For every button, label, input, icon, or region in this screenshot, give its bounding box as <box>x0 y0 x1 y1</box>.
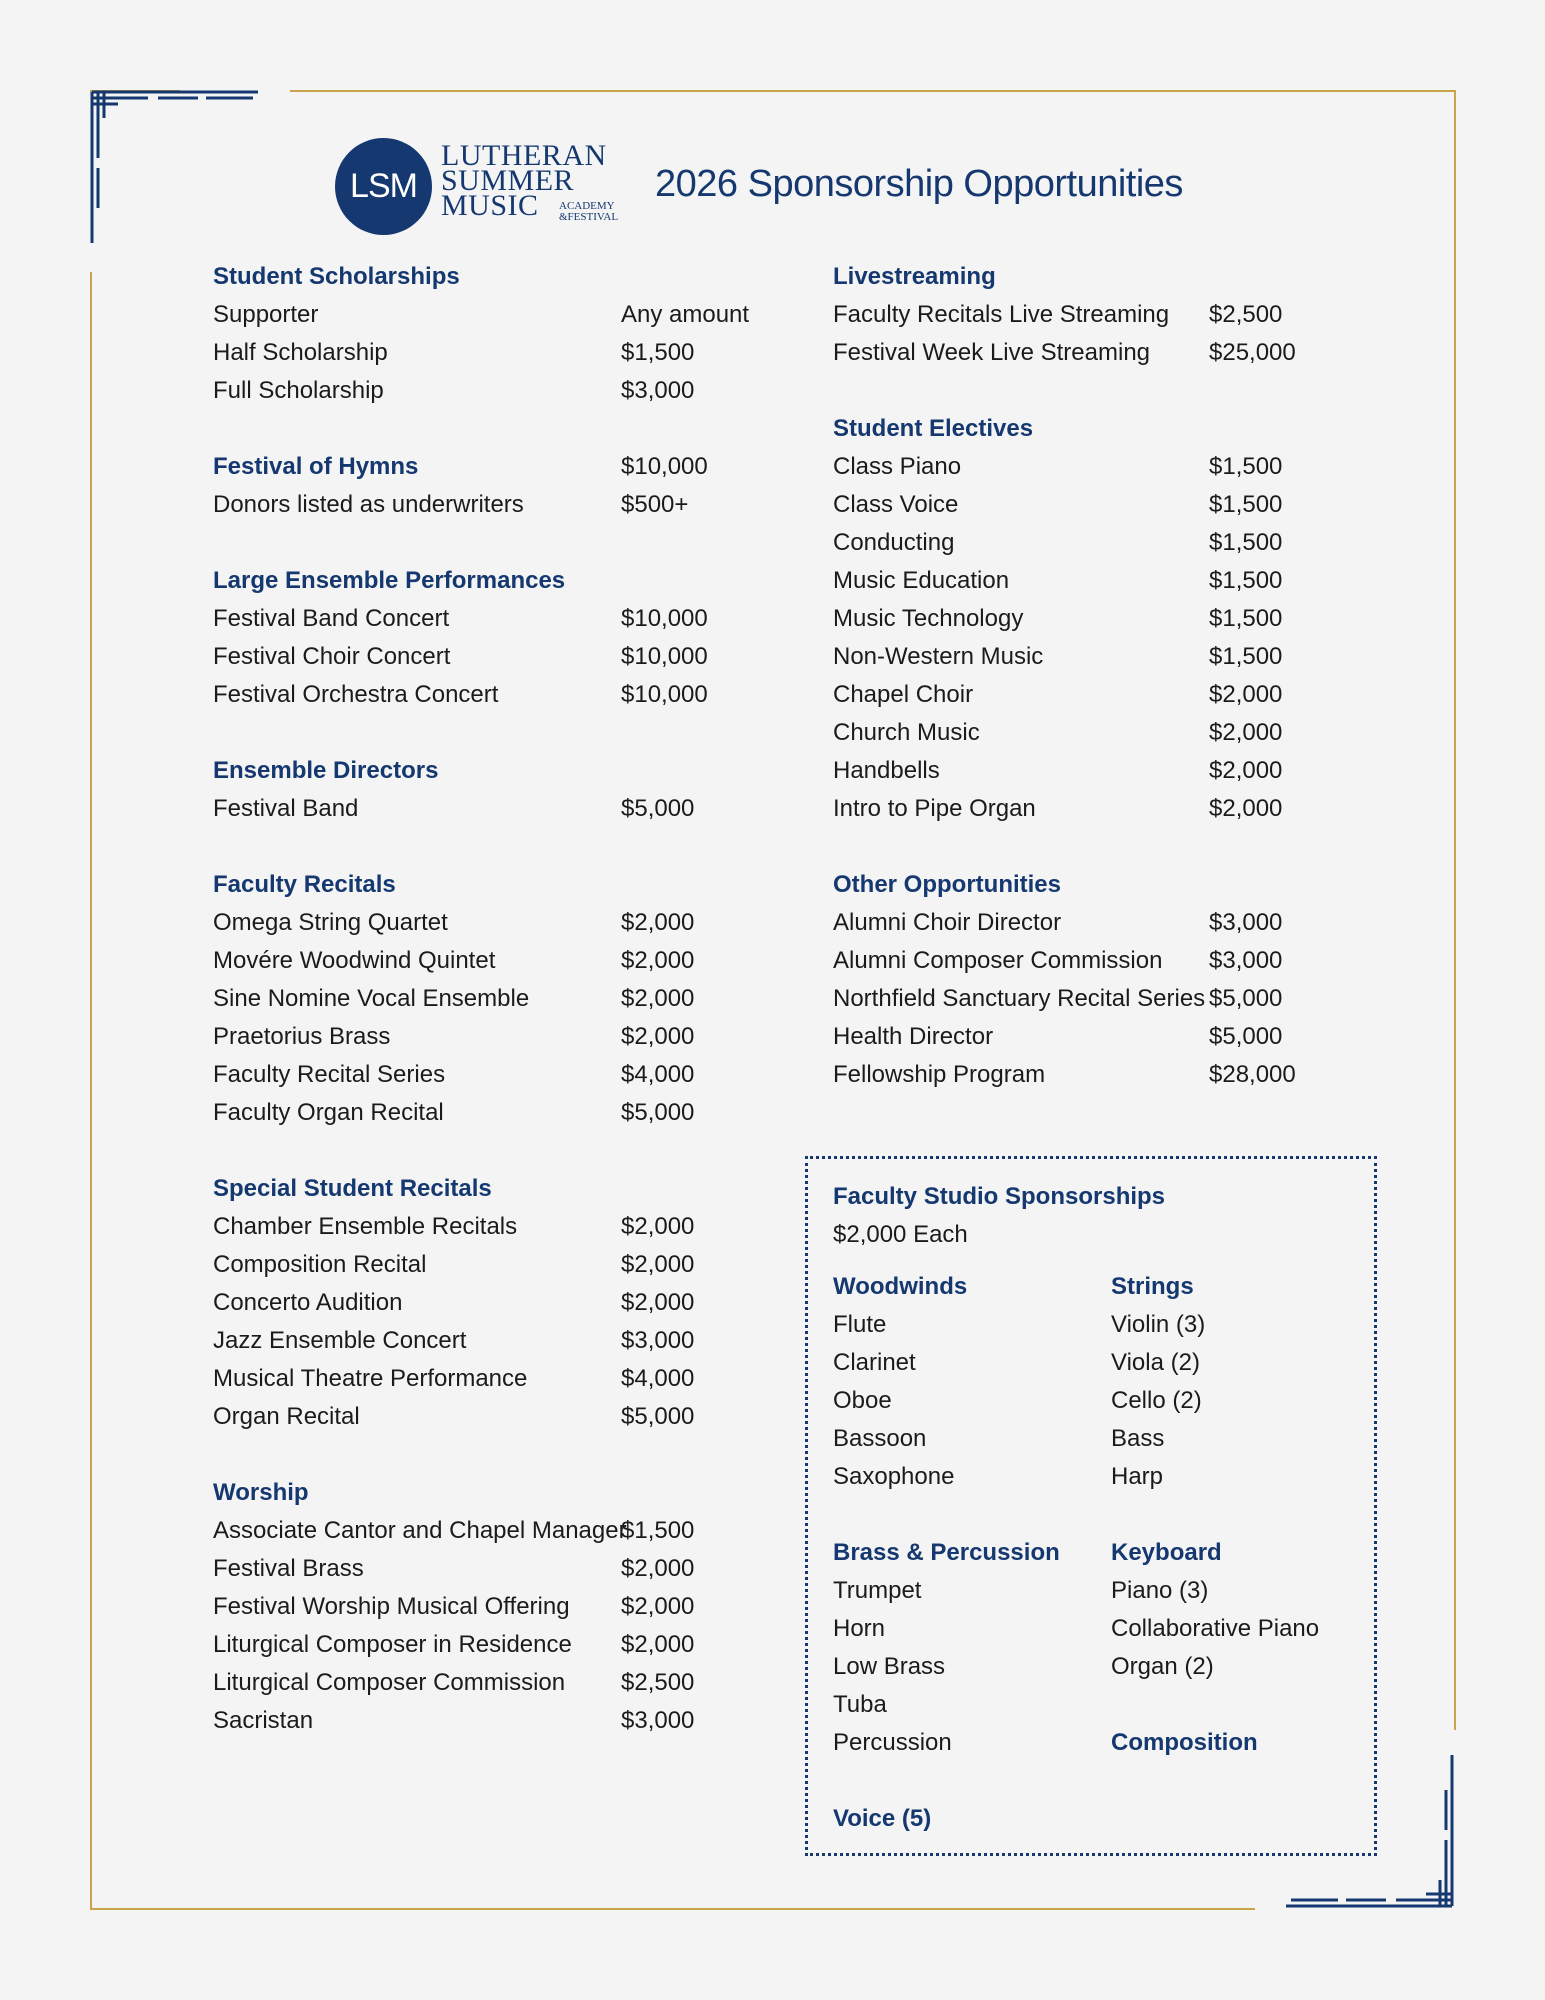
frame-left-rule <box>90 272 92 1908</box>
sponsorship-item: Supporter Any amount <box>213 301 750 328</box>
section-heading: Livestreaming <box>833 263 996 290</box>
woodwinds-list: Woodwinds Flute Clarinet Oboe Bassoon Saxophone <box>833 1273 968 1490</box>
sponsorship-item: Faculty Recital Series $4,000 <box>213 1061 695 1088</box>
sponsorship-item: Music Education $1,500 <box>833 567 1283 594</box>
sponsorship-item: Movére Woodwind Quintet $2,000 <box>213 947 695 974</box>
sponsorship-item: Sine Nomine Vocal Ensemble $2,000 <box>213 985 695 1012</box>
frame-top-rule <box>90 90 1455 92</box>
sponsorship-item: Intro to Pipe Organ $2,000 <box>833 795 1283 822</box>
section-heading: Large Ensemble Performances <box>213 567 566 594</box>
sponsorship-item: Non-Western Music $1,500 <box>833 643 1283 670</box>
faculty-studio-header: Faculty Studio Sponsorships $2,000 Each <box>833 1183 1166 1248</box>
section-heading: Student Scholarships <box>213 263 460 290</box>
sponsorship-item: Alumni Composer Commission $3,000 <box>833 947 1283 974</box>
logo-wordmark: LUTHERAN SUMMER MUSIC ACADEMY &FESTIVAL <box>441 139 619 223</box>
page-title: 2026 Sponsorship Opportunities <box>655 163 1183 205</box>
sponsorship-item: Liturgical Composer Commission $2,500 <box>213 1669 695 1696</box>
sponsorship-item: Church Music $2,000 <box>833 719 1283 746</box>
strings-list: Strings Violin (3) Viola (2) Cello (2) Bass Harp <box>1111 1273 1206 1490</box>
sponsorship-item: Handbells $2,000 <box>833 757 1283 784</box>
section-heading: Faculty Recitals <box>213 871 396 898</box>
sponsorship-item: Omega String Quartet $2,000 <box>213 909 695 936</box>
page-header <box>335 135 1235 235</box>
frame-right-rule <box>1454 90 1456 1730</box>
sponsorship-item: Associate Cantor and Chapel Manager $1,500 <box>213 1517 695 1544</box>
brass-percussion-list: Brass & Percussion Trumpet Horn Low Brass Tuba Percussion Voice (5) <box>833 1534 1060 1838</box>
sponsorship-item: Festival Band Concert $10,000 <box>213 605 708 632</box>
section-heading: Special Student Recitals <box>213 1175 492 1202</box>
sponsorship-item: Liturgical Composer in Residence $2,000 <box>213 1631 695 1658</box>
section-heading: Festival of Hymns $10,000 <box>213 453 708 480</box>
sponsorship-item: Chamber Ensemble Recitals $2,000 <box>213 1213 695 1240</box>
sponsorship-item: Festival Choir Concert $10,000 <box>213 643 708 670</box>
sponsorship-item: Festival Orchestra Concert $10,000 <box>213 681 708 708</box>
sponsorship-item: Festival Brass $2,000 <box>213 1555 695 1582</box>
sponsorship-item: Composition Recital $2,000 <box>213 1251 695 1278</box>
sponsorship-item: Northfield Sanctuary Recital Series $5,000 <box>833 985 1283 1012</box>
lsm-logo: LSM <box>335 138 432 235</box>
sponsorship-item: Alumni Choir Director $3,000 <box>833 909 1283 936</box>
sponsorship-item: Concerto Audition $2,000 <box>213 1289 695 1316</box>
sponsorship-item: Festival Band $5,000 <box>213 795 695 822</box>
sponsorship-item: Class Piano $1,500 <box>833 453 1283 480</box>
sponsorship-item: Organ Recital $5,000 <box>213 1403 695 1430</box>
frame-bottom-rule <box>90 1908 1255 1910</box>
right-column <box>833 258 1393 1094</box>
corner-ornament-top-left-icon <box>88 88 268 248</box>
sponsorship-item: Jazz Ensemble Concert $3,000 <box>213 1327 695 1354</box>
composition-heading: Composition <box>1111 1729 1258 1756</box>
section-heading: Worship <box>213 1479 309 1506</box>
section-heading: Ensemble Directors <box>213 757 439 784</box>
sponsorship-item: Festival Week Live Streaming $25,000 <box>833 339 1296 366</box>
sponsorship-item: Sacristan $3,000 <box>213 1707 695 1734</box>
sponsorship-item: Praetorius Brass $2,000 <box>213 1023 695 1050</box>
sponsorship-item: Faculty Organ Recital $5,000 <box>213 1099 695 1126</box>
left-column <box>213 258 773 1740</box>
sponsorship-item: Half Scholarship $1,500 <box>213 339 695 366</box>
sponsorship-item: Chapel Choir $2,000 <box>833 681 1283 708</box>
sponsorship-item: Faculty Recitals Live Streaming $2,500 <box>833 301 1283 328</box>
sponsorship-item: Fellowship Program $28,000 <box>833 1061 1296 1088</box>
sponsorship-item: Festival Worship Musical Offering $2,000 <box>213 1593 695 1620</box>
sponsorship-item: Full Scholarship $3,000 <box>213 377 695 404</box>
sponsorship-item: Class Voice $1,500 <box>833 491 1283 518</box>
sponsorship-item: Health Director $5,000 <box>833 1023 1283 1050</box>
sponsorship-item: Music Technology $1,500 <box>833 605 1283 632</box>
voice-heading: Voice (5) <box>833 1805 932 1832</box>
section-heading: Other Opportunities <box>833 871 1061 898</box>
sponsorship-item: Conducting $1,500 <box>833 529 1283 556</box>
keyboard-list: Keyboard Piano (3) Collaborative Piano Organ (2) Composition <box>1111 1534 1319 1762</box>
section-heading: Student Electives <box>833 415 1034 442</box>
sponsorship-item: Musical Theatre Performance $4,000 <box>213 1365 695 1392</box>
sponsorship-item: Donors listed as underwriters $500+ <box>213 491 689 518</box>
